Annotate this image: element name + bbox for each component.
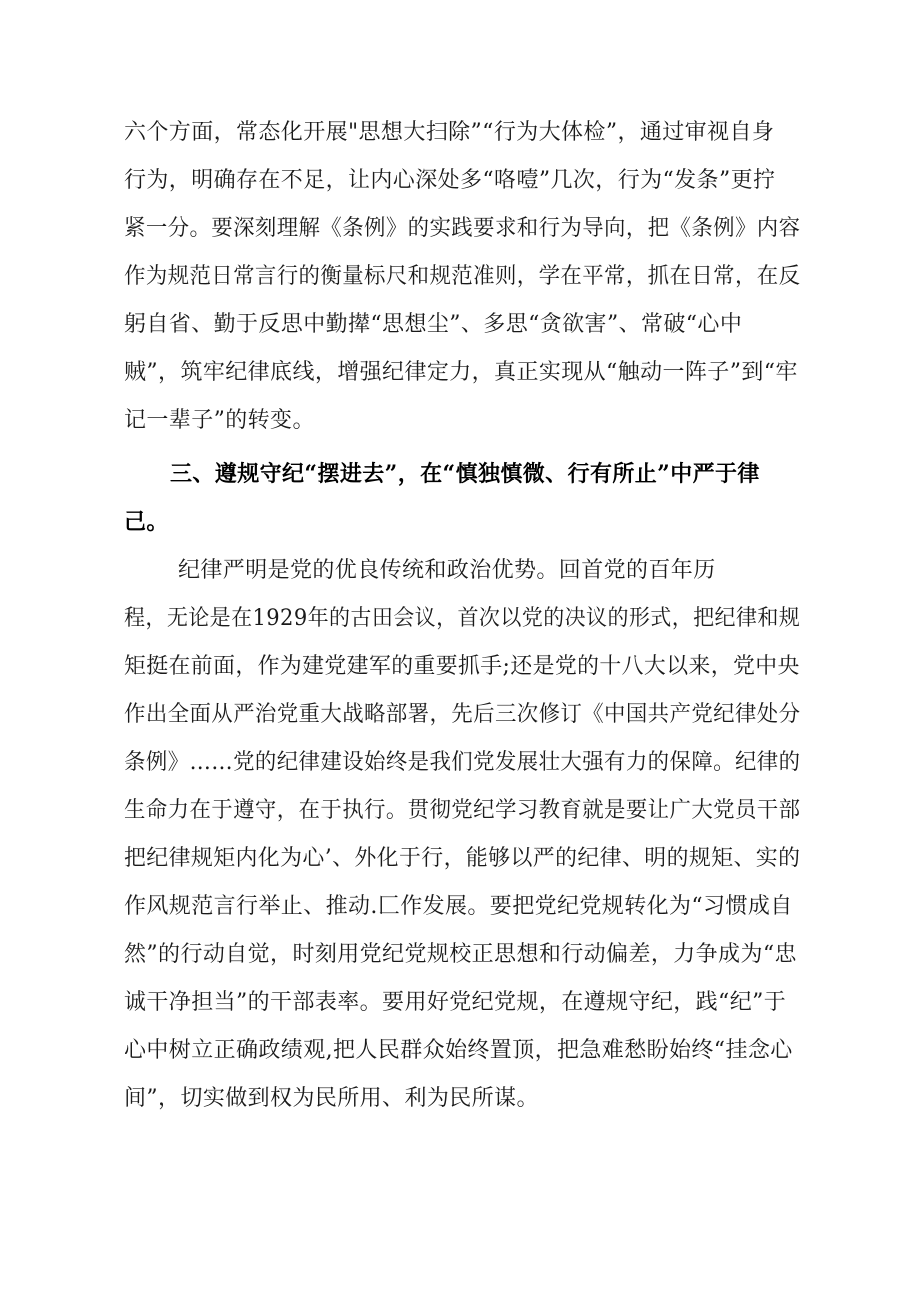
text-line: 条例》……党的纪律建设始终是我们党发展壮大强有力的保障。纪律的 [124,750,801,775]
text-line: 贼”，筑牢纪律底线，增强纪律定力，真正实现从“触动一阵子”到“牢 [124,360,798,385]
text-line: 作为规范日常言行的衡量标尺和规范准则，学在平常，抓在日常，在反 [124,264,801,289]
text-line: 矩挺在前面，作为建党建军的重要抓手;还是党的十八大以来，党中央 [124,654,800,679]
text-line: 间”，切实做到权为民所用、利为民所谋。 [124,1086,539,1111]
text-line: 把纪律规矩内化为心’、外化于行，能够以严的纪律、明的规矩、实的 [124,846,801,871]
text-line: 诚干净担当”的干部表率。要用好党纪党规，在遵规守纪，践“纪”于 [124,990,787,1015]
section-heading: 三、遵规守纪“摆进去”，在“慎独慎微、行有所止”中严于律 [170,461,760,487]
text-line: 行为，明确存在不足，让内心深处多“咯噎”几次，行为“发条”更拧 [124,168,776,193]
text-line: 然”的行动自觉，时刻用党纪党规校正思想和行动偏差，力争成为“忠 [124,942,797,967]
text-line: 作出全面从严治党重大战略部署，先后三次修订《中国共产党纪律处分 [124,702,801,727]
text-line: 紧一分。要深刻理解《条例》的实践要求和行为导向，把《条例》内容 [124,216,801,241]
text-line: 记一辈子”的转变。 [124,408,315,433]
text-line: 心中树立正确政绩观,把人民群众始终置顶，把急难愁盼始终“挂念心 [124,1038,793,1063]
text-line: 程，无论是在1929年的古田会议，首次以党的决议的形式，把纪律和规 [124,606,801,631]
text-line: 六个方面，常态化开展"思想大扫除”“行为大体检”，通过审视自身 [124,120,775,145]
text-line: 纪律严明是党的优良传统和政治优势。回首党的百年历 [178,558,716,583]
text-line: 作风规范言行举止、推动.匚作发展。要把党纪党规转化为“习惯成自 [124,894,793,919]
text-line: 生命力在于遵守，在于执行。贯彻党纪学习教育就是要让广大党员干部 [124,798,801,823]
text-line: 躬自省、勤于反思中勤撵“思想尘”、多思“贪欲害”、常破“心中 [124,312,743,337]
section-heading: 己。 [124,509,169,535]
